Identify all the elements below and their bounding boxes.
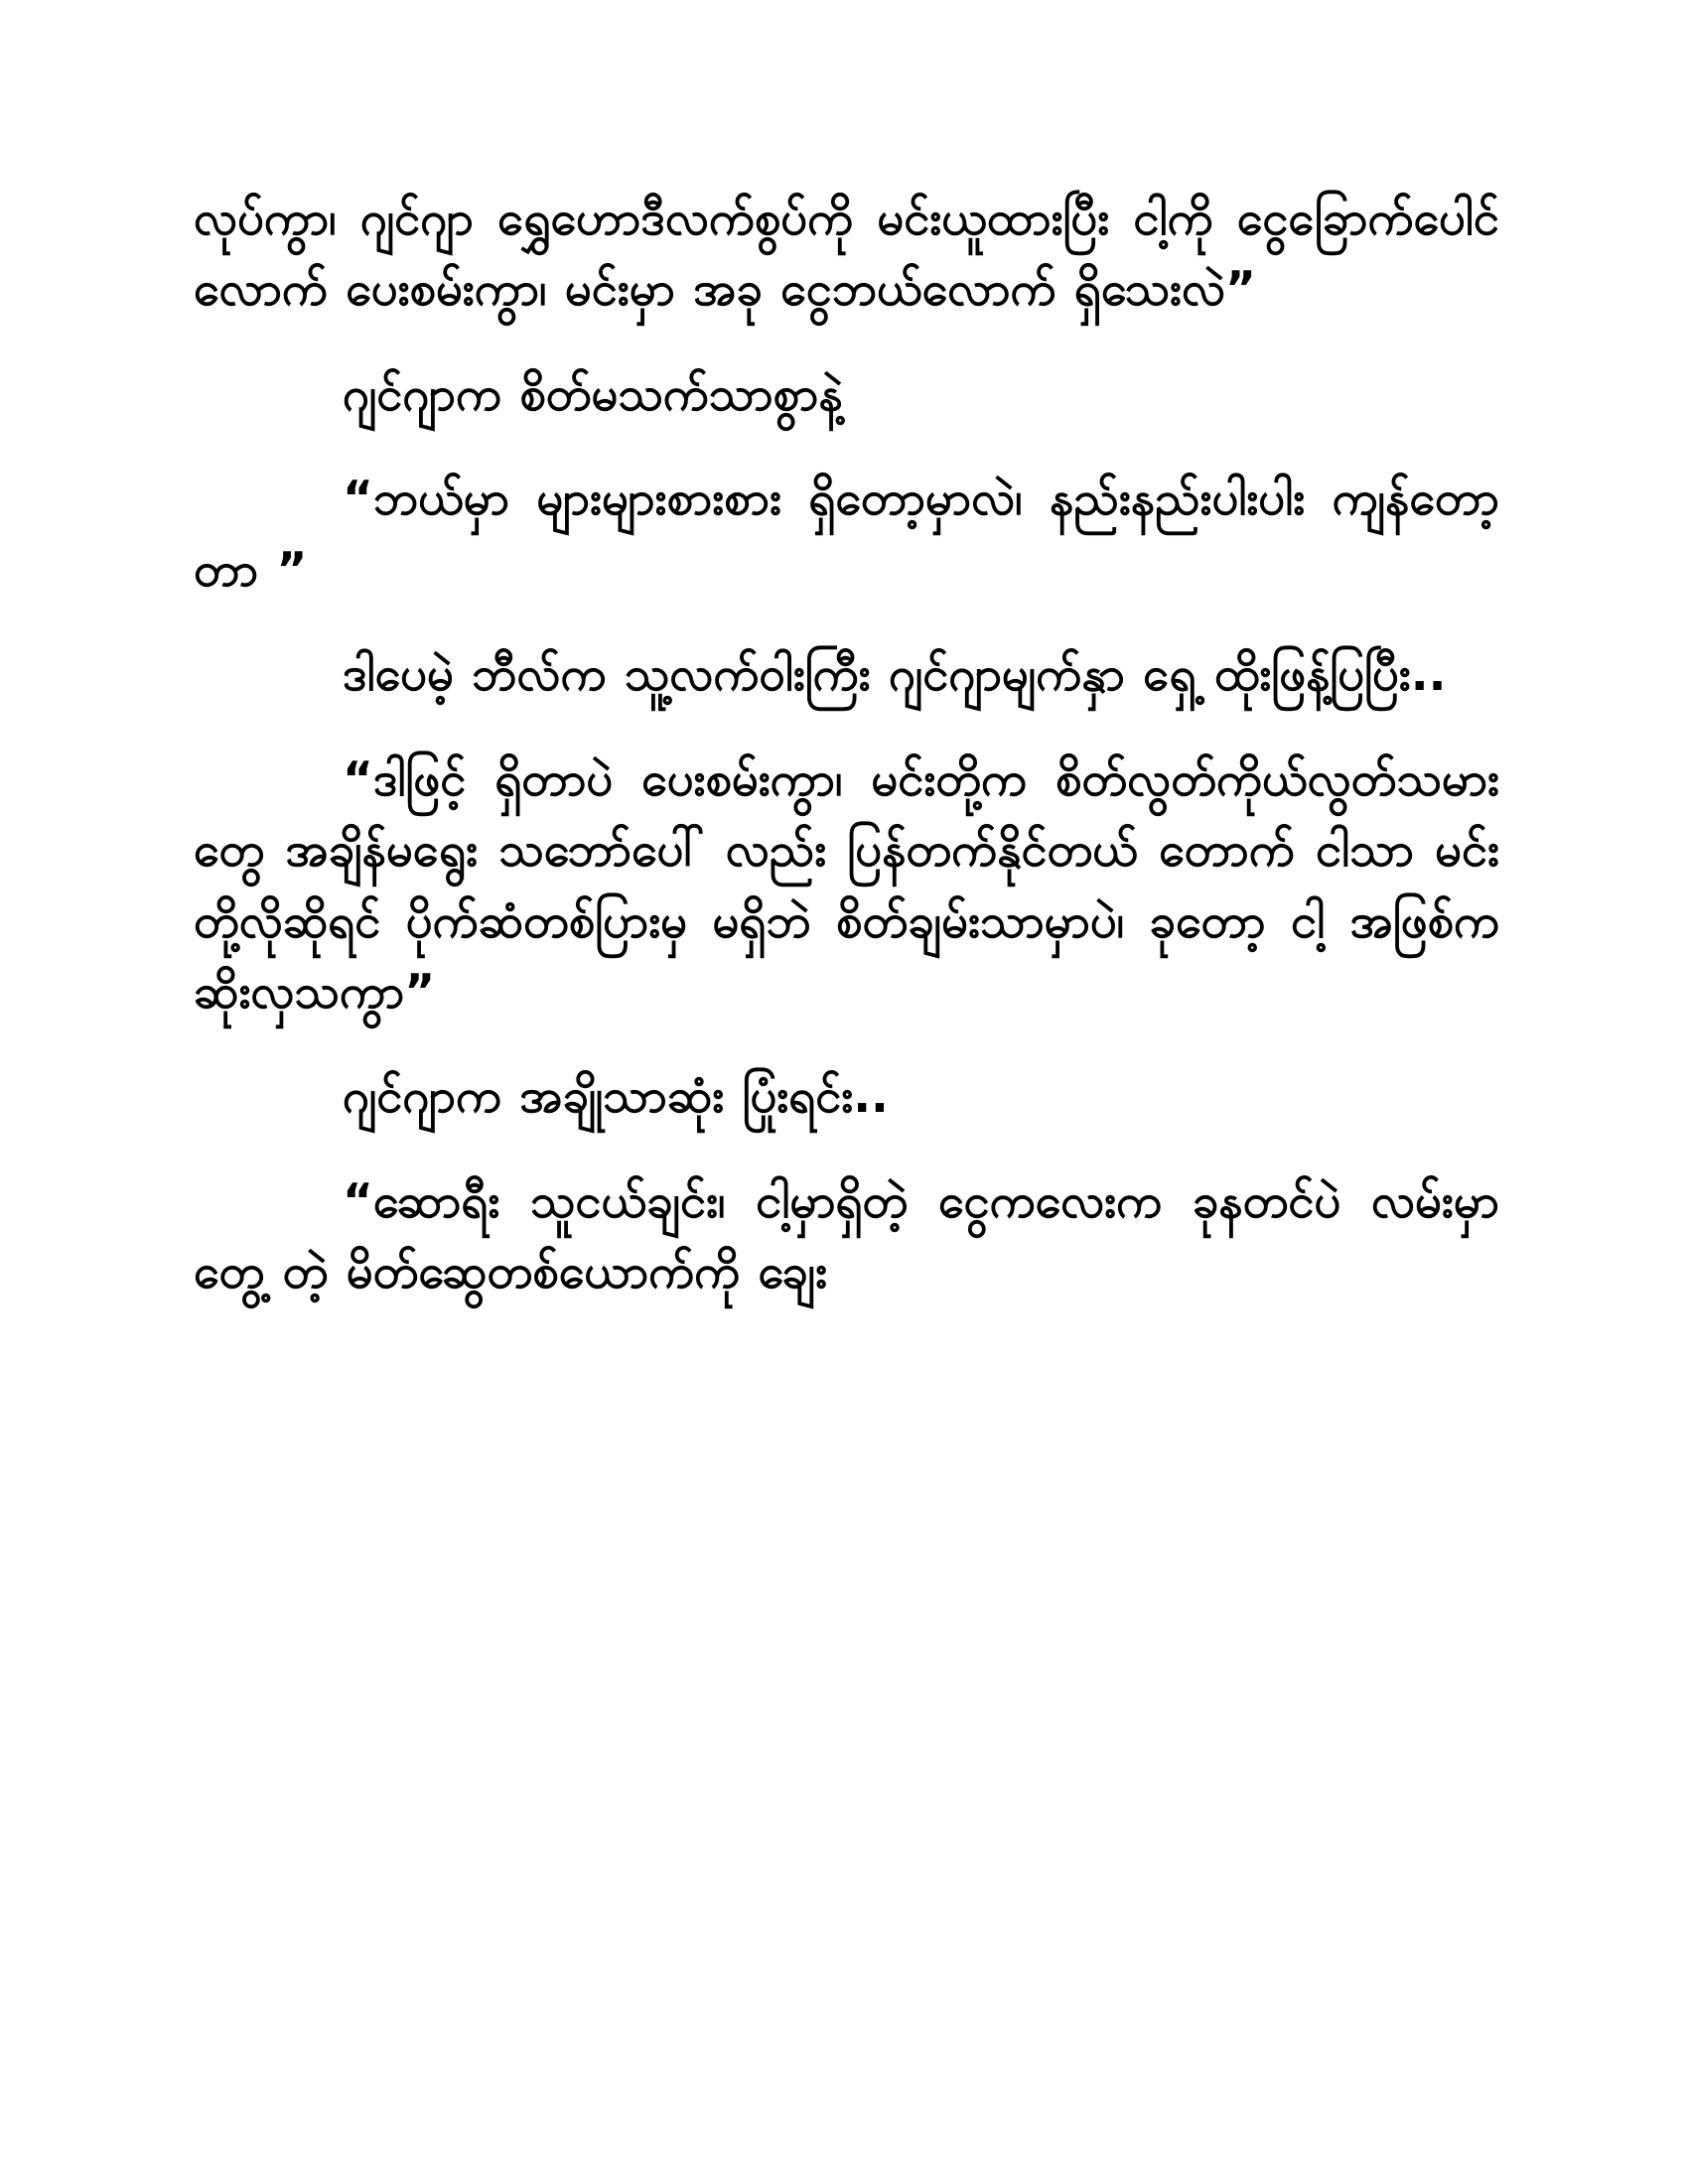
- paragraph-4: ဒါပေမဲ့ ဘီလ်က သူ့လက်ဝါးကြီး ဂျင်ဂျာမျက်နှာ ရှေ့ ထိုးဖြန့်ပြပြီး..: [343, 647, 1447, 703]
- paragraph-5: “ဒါဖြင့် ရှိတာပဲ ပေးစမ်းကွာ၊ မင်းတို့က စိတ်လွတ်ကိုယ်လွတ်သမားတွေ အချိန်မရွေး သဘော်ပေါ် လည်း ပြန်တက်နိုင်တယ် တောက် ငါသာ မင်းတို့လိုဆိုရင် ပိုက်ဆံတစ်ပြားမှ မရှိဘဲ စိတ်ချမ်းသာမှာပဲ၊ ခုတော့ ငါ့ အဖြစ်က ဆိုးလှသကွာ”: [194, 751, 1499, 1020]
- page-body: [194, 184, 1499, 1308]
- paragraph-2: ဂျင်ဂျာက စိတ်မသက်သာစွာနဲ့: [343, 366, 843, 422]
- paragraph-1: လုပ်ကွာ၊ ဂျင်ဂျာ ရွှေဟောဒီလက်စွပ်ကို မင်းယူထားပြီး ငါ့ကို ငွေခြောက်ပေါင်လောက် ပေးစမ်းကွာ၊ မင်းမှာ အခု ငွေဘယ်လောက် ရှိသေးလဲ”: [194, 192, 1499, 318]
- paragraph-3: “ဘယ်မှာ များများစားစား ရှိတော့မှာလဲ၊ နည်းနည်းပါးပါး ကျန်တော့တာ ”: [194, 472, 1499, 598]
- paragraph-6: ဂျင်ဂျာက အချိုသာဆုံး ပြုံးရင်း..: [343, 1069, 889, 1125]
- paragraph-7: “ဆောရီး သူငယ်ချင်း၊ ငါ့မှာရှိတဲ့ ငွေကလေးက ခုနတင်ပဲ လမ်းမှာတွေ့ တဲ့ မိတ်ဆွေတစ်ယောက်ကို ချေး: [194, 1173, 1499, 1300]
